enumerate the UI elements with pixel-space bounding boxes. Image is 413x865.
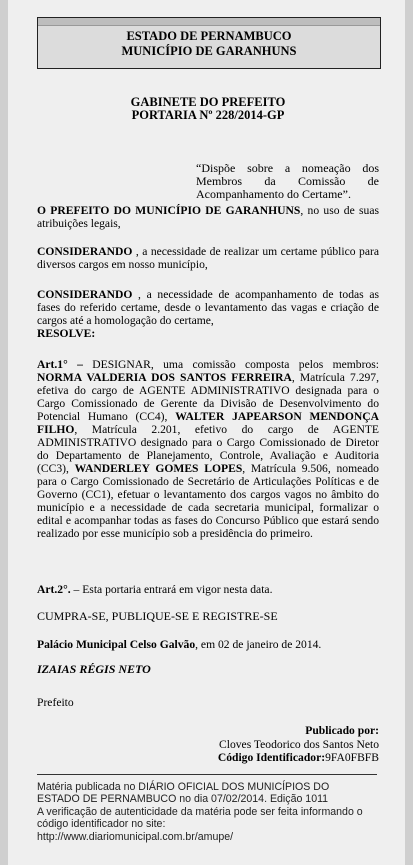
left-border: [0, 0, 8, 865]
published-by-label: Publicado por:: [305, 724, 379, 737]
right-border: [405, 0, 413, 865]
article-2-label: Art.2°.: [37, 583, 71, 596]
article-2-text: – Esta portaria entrará em vigor nesta data.: [70, 583, 273, 596]
considerando-2-text: , a necessidade de acompanhamento de todas as fases do referido certame, desde o levantamento das vagas e criação de cargos até a homologação do certame,: [37, 288, 379, 327]
palacio-line: [37, 638, 379, 651]
ordinance-summary: “Dispõe sobre a nomeação dos Membros da Comissão de Acompanhamento do Certame”.: [196, 161, 379, 201]
resolve-label: RESOLVE:: [37, 327, 96, 340]
identifier-code: [160, 751, 379, 764]
identifier-label: Código Identificador:: [217, 751, 326, 764]
municipality-name: MUNICÍPIO DE GARANHUNS: [121, 44, 297, 58]
member-2-name: WALTER JAPEARSON MENDONÇA FILHO: [37, 410, 380, 436]
footer-divider: [37, 774, 377, 775]
article-1-label: Art.1° –: [37, 358, 83, 371]
intro-paragraph: [37, 204, 379, 230]
footer-line-1: Matéria publicada no DIÁRIO OFICIAL DOS MUNICÍPIOS DO: [37, 781, 330, 793]
member-3-name: WANDERLEY GOMES LOPES: [74, 462, 243, 475]
publisher-name: Cloves Teodorico dos Santos Neto: [219, 738, 379, 751]
footer-line-4: código identificador no site:: [37, 818, 166, 831]
header-strip: [38, 18, 380, 26]
intro-text: , no uso de suas atribuições legais,: [37, 204, 379, 230]
member-1-name: NORMA VALDERIA DOS SANTOS FERREIRA: [37, 371, 292, 384]
signature-name: IZAIAS RÉGIS NETO: [37, 662, 151, 676]
state-name: ESTADO DE PERNAMBUCO: [126, 29, 292, 43]
identifier-value: 9FA0FBFB: [325, 751, 379, 764]
article-1-text-b: , Matrícula 7.297, efetiva do cargo de AGENTE ADMINISTRATIVO designada para o Cargo Comissionado de Gerente da Divisão de Desenvolvimento do Potencial Humano (CC4),: [37, 371, 380, 423]
signature-role: Prefeito: [37, 696, 74, 709]
considerando-1: [37, 245, 379, 271]
footer-line-3: A verificação de autenticidade da matéria pode ser feita informando o: [37, 805, 363, 818]
article-1: [37, 358, 379, 540]
considerando-1-text: , a necessidade de realizar um certame público para diversos cargos em nosso município,: [37, 245, 379, 271]
palacio-date: , em 02 de janeiro de 2014.: [195, 638, 322, 651]
considerando-1-label: CONSIDERANDO: [37, 245, 133, 258]
footer-link[interactable]: http://www.diariomunicipal.com.br/amupe/: [37, 830, 234, 843]
state-header-box: [37, 17, 381, 69]
article-1-text-d: , Matrícula 9.506, nomeado para o Cargo Comissionado de Secretário de Articulações Políticas e de Governo (CC1), efetuar o levantamento dos cargos vagos no âmbito do município e a necessidade de cada secretaria municipal, formalizar o edital e acompanhar todas as fases do Concurso Público que estará sendo realizado por esse município sob a presidência do primeiro.: [37, 462, 379, 540]
article-1-text-c: , Matrícula 2.201, efetivo do cargo de AGENTE ADMINISTRATIVO designado para o Cargo Comissionado de Diretor do Departamento de Planejamento, Controle, Avaliação e Auditoria (CC3),: [37, 423, 379, 475]
publication-footer: [37, 781, 379, 843]
office-title: GABINETE DO PREFEITO: [130, 95, 286, 109]
ordinance-number: PORTARIA Nº 228/2014-GP: [131, 108, 285, 122]
cumpra-se: CUMPRA-SE, PUBLIQUE-SE E REGISTRE-SE: [37, 609, 278, 623]
footer-line-2: ESTADO DE PERNAMBUCO no dia 07/02/2014. Edição 1011: [37, 793, 329, 806]
intro-bold: O PREFEITO DO MUNICÍPIO DE GARANHUNS: [37, 204, 301, 217]
article-2: [37, 583, 379, 596]
considerando-2: [37, 288, 379, 327]
palacio-name: Palácio Municipal Celso Galvão: [37, 638, 196, 651]
considerando-2-label: CONSIDERANDO: [37, 288, 133, 301]
article-1-text-a: DESIGNAR, uma comissão composta pelos membros:: [82, 358, 379, 371]
